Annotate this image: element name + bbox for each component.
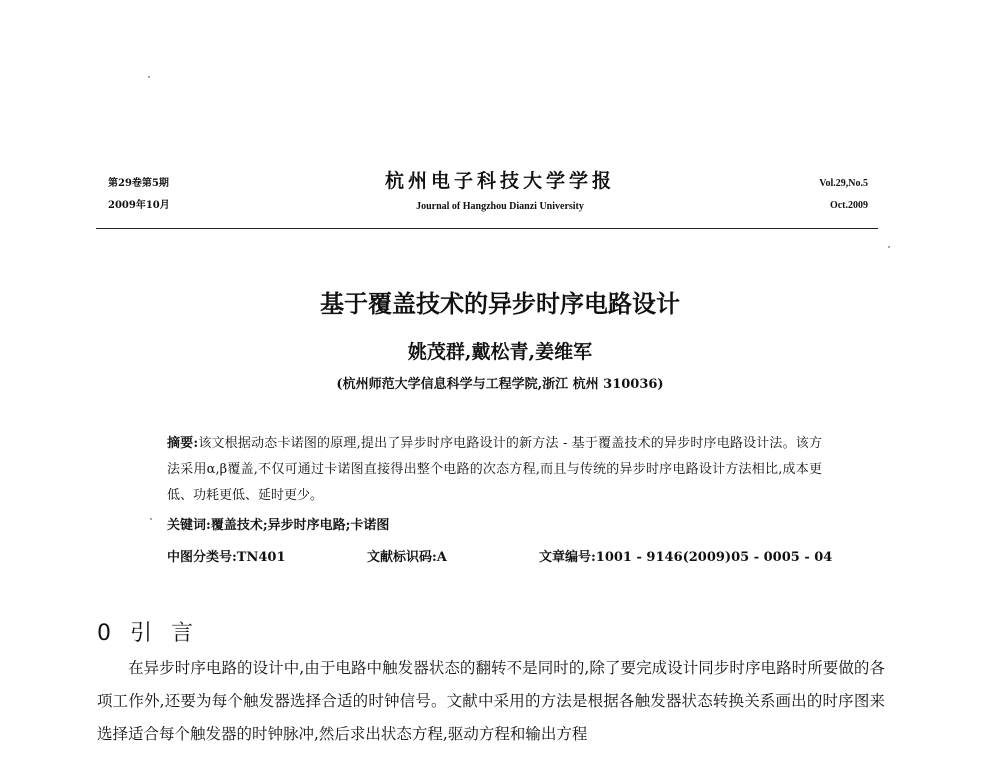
scan-speck: [888, 246, 890, 248]
keywords-label: 关键词:: [167, 518, 211, 533]
scan-speck: [148, 76, 150, 78]
article-authors: 姚茂群,戴松青,姜维军: [407, 341, 593, 363]
journal-title-cn: 杭州电子科技大学学报: [384, 170, 615, 192]
keywords: [167, 514, 389, 533]
article-affiliation: (杭州师范大学信息科学与工程学院,浙江 杭州 310036): [336, 377, 664, 392]
document-code: 文献标识码:A: [367, 550, 447, 565]
abstract-label: 摘要:: [167, 436, 199, 451]
intro-paragraph: [97, 652, 885, 751]
header-right: [819, 173, 868, 217]
keywords-text: 覆盖技术;异步时序电路;卡诺图: [210, 518, 390, 533]
article-number: 文章编号:1001 - 9146(2009)05 - 0005 - 04: [539, 550, 833, 565]
volume-en: Vol.29,No.5: [819, 178, 868, 189]
clc-number: 中图分类号:TN401: [167, 550, 286, 565]
intro-paragraph-text: 在异步时序电路的设计中,由于电路中触发器状态的翻转不是同时的,除了要完成设计同步时序电路时所要做的各项工作外,还要为每个触发器选择合适的时钟信号。文献中采用的方法是根据各触发器状态转换关系画出的时序图来选择适合每个触发器的时钟脉冲,然后求出状态方程,驱动方程和输出方程: [97, 659, 885, 743]
abstract: [167, 431, 822, 509]
date-en: Oct.2009: [829, 200, 868, 211]
date-cn: 2009年10月: [108, 200, 170, 211]
section-heading: 0 引 言: [97, 621, 199, 646]
scan-speck: [150, 518, 152, 520]
article-title: 基于覆盖技术的异步时序电路设计: [320, 290, 680, 318]
volume-cn: 第29卷第5期: [108, 178, 169, 189]
abstract-text: 该文根据动态卡诺图的原理,提出了异步时序电路设计的新方法 - 基于覆盖技术的异步时序电路设计法。该方法采用α,β覆盖,不仅可通过卡诺图直接得出整个电路的次态方程,而且与传统的异步时序电路设计方法相比,成本更低、功耗更低、延时更少。: [167, 436, 822, 503]
header-rule: [96, 228, 878, 229]
journal-title-en: Journal of Hangzhou Dianzi University: [416, 201, 584, 212]
